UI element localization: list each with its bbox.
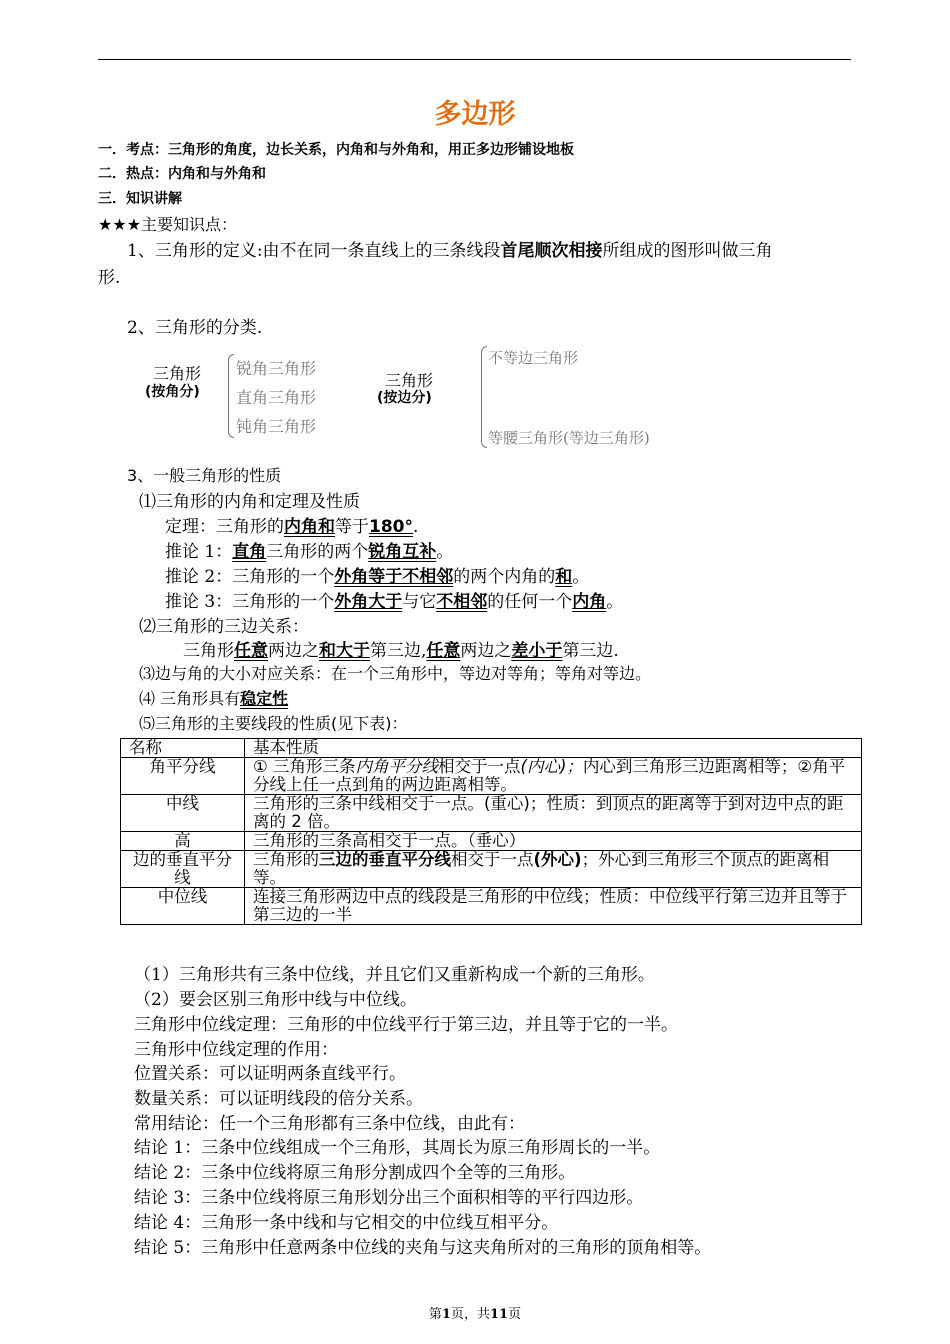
side-key-f: 任意 bbox=[426, 641, 461, 661]
r4-bold-b: 三边的垂直平分线 bbox=[319, 850, 451, 869]
side-item-isosceles: 等腰三角形(等边三角形) bbox=[488, 429, 650, 447]
side-brace bbox=[481, 346, 487, 448]
table-row bbox=[121, 758, 862, 795]
section-knowledge: 三．知识讲解 bbox=[98, 191, 182, 207]
stars-heading: ★★★主要知识点： bbox=[98, 215, 238, 234]
side-relation-line bbox=[183, 636, 619, 661]
r4-text-c: 相交于一点 bbox=[451, 850, 534, 869]
side-key-h: 差小于 bbox=[511, 641, 563, 661]
section-exam-points: 一．考点：三角形的角度，边长关系，内角和与外角和，用正多边形铺设地板 bbox=[98, 142, 574, 158]
side-key-d: 和大于 bbox=[319, 641, 370, 661]
row-name-perpendicular-bisector: 边的垂直平分线 bbox=[121, 851, 245, 888]
property-2-heading: ⑵三角形的三边关系： bbox=[139, 617, 309, 637]
by-side-sub: (按边分) bbox=[377, 390, 432, 406]
c1-text-a: 推论 1： bbox=[165, 542, 233, 562]
table-row bbox=[121, 795, 862, 832]
note-line: （2）要会区别三角形中线与中位线。 bbox=[134, 990, 417, 1010]
footer-text-a: 第 bbox=[428, 1307, 442, 1322]
side-text-c: 两边之 bbox=[268, 641, 319, 661]
note-line: 结论 2：三条中位线将原三角形分割成四个全等的三角形。 bbox=[134, 1163, 576, 1183]
side-text-e: 第三边, bbox=[370, 641, 427, 661]
definition-text-c: 所组成的图形叫做三角 bbox=[602, 241, 773, 261]
r1-italic-b: 内角平分线 bbox=[355, 757, 439, 776]
corollary-1 bbox=[165, 537, 453, 562]
r1-text-e: 内心到三角形三边距离相等；②角平分线上任一点到角的两边距离相等。 bbox=[253, 757, 846, 794]
footer-text-b: 页，共 bbox=[450, 1307, 490, 1322]
header-rule bbox=[98, 59, 851, 60]
property-3: ⑶边与角的大小对应关系：在一个三角形中，等边对等角；等角对等边。 bbox=[139, 664, 652, 683]
segment-properties-table bbox=[120, 738, 862, 925]
side-text-g: 两边之 bbox=[460, 641, 512, 661]
table-row bbox=[121, 832, 862, 851]
footer-total-pages: 11 bbox=[489, 1307, 509, 1322]
r1-italic-d: (内心)； bbox=[520, 757, 583, 776]
angle-brace bbox=[228, 354, 234, 438]
note-line: （1）三角形共有三条中位线，并且它们又重新构成一个新的三角形。 bbox=[134, 965, 655, 985]
side-item-scalene: 不等边三角形 bbox=[488, 349, 579, 367]
theorem-key-a: 内角和 bbox=[284, 517, 335, 537]
side-text-i: 第三边. bbox=[562, 641, 619, 661]
note-line: 结论 1：三条中位线组成一个三角形，其周长为原三角形周长的一半。 bbox=[134, 1138, 661, 1158]
r1-text-c: 相交于一点 bbox=[438, 757, 521, 776]
c1-key-d: 锐角互补 bbox=[368, 542, 437, 562]
by-side-label: 三角形 bbox=[385, 371, 434, 390]
definition-key-phrase: 首尾顺次相接 bbox=[500, 241, 603, 261]
by-angle-sub: (按角分) bbox=[145, 384, 200, 400]
row-name-angle-bisector: 角平分线 bbox=[121, 758, 245, 795]
theorem-key-b: 180° bbox=[369, 517, 413, 537]
definition-text-a: 1、三角形的定义:由不在同一条直线上的三条线段 bbox=[127, 241, 501, 261]
note-line: 结论 3：三条中位线将原三角形划分出三个面积相等的平行四边形。 bbox=[134, 1188, 644, 1208]
note-line: 三角形中位线定理的作用： bbox=[134, 1040, 338, 1060]
note-line: 三角形中位线定理：三角形的中位线平行于第三边，并且等于它的一半。 bbox=[134, 1015, 678, 1035]
row-name-midline: 中位线 bbox=[121, 888, 245, 925]
definition-line bbox=[127, 236, 773, 261]
r4-text-a: 三角形的 bbox=[253, 850, 319, 869]
table-row bbox=[121, 851, 862, 888]
row-text-altitude: 三角形的三条高相交于一点。（垂心） bbox=[245, 832, 862, 851]
table-header-name: 名称 bbox=[121, 739, 245, 758]
r4-text-e: ；外心到三角形三个顶点的距离相等。 bbox=[253, 850, 830, 887]
c1-text-c: 三角形的两个 bbox=[266, 542, 369, 562]
footer-page-number: 1 bbox=[441, 1307, 451, 1322]
section-hot-points: 二．热点：内角和与外角和 bbox=[98, 166, 266, 182]
c1-key-b: 直角 bbox=[232, 542, 267, 562]
row-text-median: 三角形的三条中线相交于一点。(重心)；性质：到顶点的距离等于到对边中点的距离的 2 倍。 bbox=[245, 795, 862, 832]
row-text-angle-bisector bbox=[245, 758, 862, 795]
c2-text-c: 的两个内角的 bbox=[453, 567, 556, 587]
theorem-text-a: 定理：三角形的 bbox=[165, 517, 284, 537]
row-name-median: 中线 bbox=[121, 795, 245, 832]
properties-heading: 3、一般三角形的性质 bbox=[127, 466, 282, 485]
c3-text-c: 与它 bbox=[402, 592, 437, 612]
angle-item-acute: 锐角三角形 bbox=[236, 359, 317, 378]
theorem-text-c: 等于 bbox=[335, 517, 369, 537]
definition-line-2: 形. bbox=[98, 268, 121, 288]
r4-bold-d: (外心) bbox=[533, 850, 582, 869]
note-line: 位置关系：可以证明两条直线平行。 bbox=[134, 1064, 406, 1084]
table-header-row bbox=[121, 739, 862, 758]
c3-text-a: 推论 3：三角形的一个 bbox=[165, 592, 335, 612]
page-footer bbox=[0, 1303, 950, 1322]
c2-key-d: 和 bbox=[555, 567, 573, 587]
note-line: 结论 5：三角形中任意两条中位线的夹角与这夹角所对的三角形的顶角相等。 bbox=[134, 1238, 712, 1258]
note-line: 数量关系：可以证明线段的倍分关系。 bbox=[134, 1089, 423, 1109]
by-angle-label: 三角形 bbox=[153, 364, 202, 383]
side-key-b: 任意 bbox=[234, 641, 268, 661]
note-line: 常用结论：任一个三角形都有三条中位线，由此有： bbox=[134, 1114, 525, 1134]
c2-key-b: 外角等于不相邻 bbox=[334, 567, 454, 587]
note-line: 结论 4：三角形一条中线和与它相交的中位线互相平分。 bbox=[134, 1213, 559, 1233]
c3-key-f: 内角 bbox=[572, 592, 607, 612]
theorem-text-e: . bbox=[413, 517, 419, 537]
angle-item-obtuse: 钝角三角形 bbox=[236, 417, 317, 436]
c3-key-b: 外角大于 bbox=[334, 592, 403, 612]
corollary-2 bbox=[165, 562, 589, 587]
c2-text-e: 。 bbox=[572, 567, 590, 587]
property-5: ⑸三角形的主要线段的性质(见下表)： bbox=[139, 714, 408, 733]
side-text-a: 三角形 bbox=[183, 641, 234, 661]
table-header-property: 基本性质 bbox=[245, 739, 862, 758]
classification-heading: 2、三角形的分类. bbox=[127, 318, 263, 338]
page-title: 多边形 bbox=[434, 99, 516, 130]
c3-text-g: 。 bbox=[606, 592, 624, 612]
property-1-heading: ⑴三角形的内角和定理及性质 bbox=[139, 492, 360, 512]
row-text-perpendicular-bisector bbox=[245, 851, 862, 888]
row-name-altitude: 高 bbox=[121, 832, 245, 851]
property-4 bbox=[139, 686, 288, 709]
r1-text-a: ① 三角形三条 bbox=[253, 757, 356, 776]
p4-text-a: ⑷ 三角形具有 bbox=[139, 689, 241, 708]
footer-text-c: 页 bbox=[508, 1307, 522, 1322]
corollary-3 bbox=[165, 587, 623, 612]
angle-item-right: 直角三角形 bbox=[236, 388, 317, 407]
c1-text-e: 。 bbox=[436, 542, 454, 562]
table-row bbox=[121, 888, 862, 925]
c3-key-d: 不相邻 bbox=[436, 592, 488, 612]
row-text-midline: 连接三角形两边中点的线段是三角形的中位线；性质：中位线平行第三边并且等于第三边的一半 bbox=[245, 888, 862, 925]
p4-key-stability: 稳定性 bbox=[240, 689, 289, 708]
c3-text-e: 的任何一个 bbox=[487, 592, 573, 612]
theorem-line bbox=[165, 512, 418, 537]
c2-text-a: 推论 2：三角形的一个 bbox=[165, 567, 335, 587]
